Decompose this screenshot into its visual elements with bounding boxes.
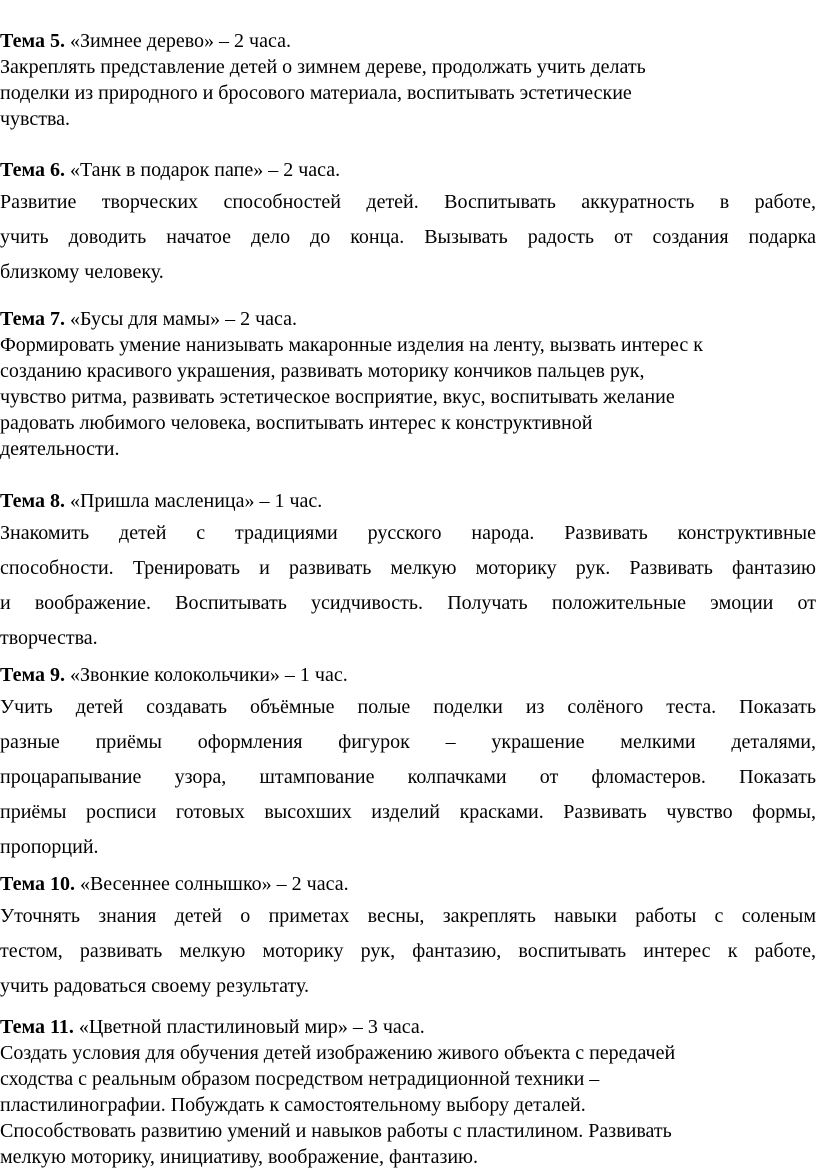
topic-label: Тема 8. — [0, 490, 65, 512]
description-line: Знакомить детей с традициями русского народа. Развивать конструктивные — [0, 522, 816, 544]
topic-title: «Пришла масленица» – 1 час. — [69, 490, 323, 512]
topic-label: Тема 9. — [0, 664, 65, 686]
description-line: радовать любимого человека, воспитывать интерес к конструктивной — [0, 412, 593, 434]
topic-heading — [0, 306, 816, 332]
topic-heading — [0, 871, 816, 897]
topic-description — [0, 1040, 816, 1170]
description-line: творчества. — [0, 627, 98, 649]
description-line: сходства с реальным образом посредством нетрадиционной техники – — [0, 1068, 600, 1090]
topic-heading — [0, 157, 816, 183]
topic-title: «Бусы для мамы» – 2 часа. — [69, 308, 298, 330]
topic-description — [0, 690, 816, 865]
description-line: Способствовать развитию умений и навыков работы с пластилином. Развивать — [0, 1120, 672, 1142]
topic-title: «Зимнее дерево» – 2 часа. — [69, 30, 291, 52]
topic-heading — [0, 28, 816, 54]
topic-heading — [0, 488, 816, 514]
topic-9 — [0, 662, 816, 865]
topic-label: Тема 5. — [0, 30, 65, 52]
description-line: разные приёмы оформления фигурок – украшение мелкими деталями, — [0, 731, 816, 753]
description-line: Формировать умение нанизывать макаронные изделия на ленту, вызвать интерес к — [0, 334, 703, 356]
topic-heading — [0, 1014, 816, 1040]
topic-5 — [0, 28, 816, 132]
topic-title: «Танк в подарок папе» – 2 часа. — [69, 159, 341, 181]
topic-label: Тема 10. — [0, 873, 75, 895]
description-line: чувство ритма, развивать эстетическое восприятие, вкус, воспитывать желание — [0, 386, 675, 408]
description-line: приёмы росписи готовых высохших изделий красками. Развивать чувство формы, — [0, 801, 816, 823]
description-line: тестом, развивать мелкую моторику рук, фантазию, воспитывать интерес к работе, — [0, 940, 816, 962]
topic-title: «Весеннее солнышко» – 2 часа. — [79, 873, 349, 895]
description-line: процарапывание узора, штампование колпачками от фломастеров. Показать — [0, 766, 816, 788]
topic-label: Тема 6. — [0, 159, 65, 181]
topic-description — [0, 899, 816, 1004]
description-line: пропорций. — [0, 836, 99, 858]
topic-label: Тема 7. — [0, 308, 65, 330]
topic-description — [0, 54, 816, 132]
topic-description — [0, 516, 816, 656]
topic-7 — [0, 306, 816, 462]
topic-description — [0, 185, 816, 290]
description-line: учить доводить начатое дело до конца. Вызывать радость от создания подарка — [0, 226, 816, 248]
description-line: Учить детей создавать объёмные полые поделки из солёного теста. Показать — [0, 696, 816, 718]
topic-6 — [0, 157, 816, 290]
description-line: созданию красивого украшения, развивать моторику кончиков пальцев рук, — [0, 360, 645, 382]
description-line: и воображение. Воспитывать усидчивость. Получать положительные эмоции от — [0, 592, 816, 614]
description-line: пластилинографии. Побуждать к самостоятельному выбору деталей. — [0, 1094, 586, 1116]
description-line: Закреплять представление детей о зимнем дереве, продолжать учить делать — [0, 56, 646, 78]
topic-8 — [0, 488, 816, 656]
topic-10 — [0, 871, 816, 1004]
topic-heading — [0, 662, 816, 688]
description-line: способности. Тренировать и развивать мелкую моторику рук. Развивать фантазию — [0, 557, 816, 579]
description-line: близкому человеку. — [0, 261, 164, 283]
description-line: мелкую моторику, инициативу, воображение, фантазию. — [0, 1146, 478, 1168]
topic-title: «Цветной пластилиновый мир» – 3 часа. — [78, 1016, 425, 1038]
topic-label: Тема 11. — [0, 1016, 74, 1038]
description-line: деятельности. — [0, 438, 120, 460]
description-line: Уточнять знания детей о приметах весны, закреплять навыки работы с соленым — [0, 905, 816, 927]
topic-title: «Звонкие колокольчики» – 1 час. — [69, 664, 348, 686]
description-line: поделки из природного и бросового материала, воспитывать эстетические — [0, 82, 632, 104]
description-line: учить радоваться своему результату. — [0, 975, 309, 997]
topic-11 — [0, 1014, 816, 1170]
topic-description — [0, 332, 816, 462]
description-line: чувства. — [0, 108, 71, 130]
description-line: Создать условия для обучения детей изображению живого объекта с передачей — [0, 1042, 676, 1064]
description-line: Развитие творческих способностей детей. Воспитывать аккуратность в работе, — [0, 191, 816, 213]
